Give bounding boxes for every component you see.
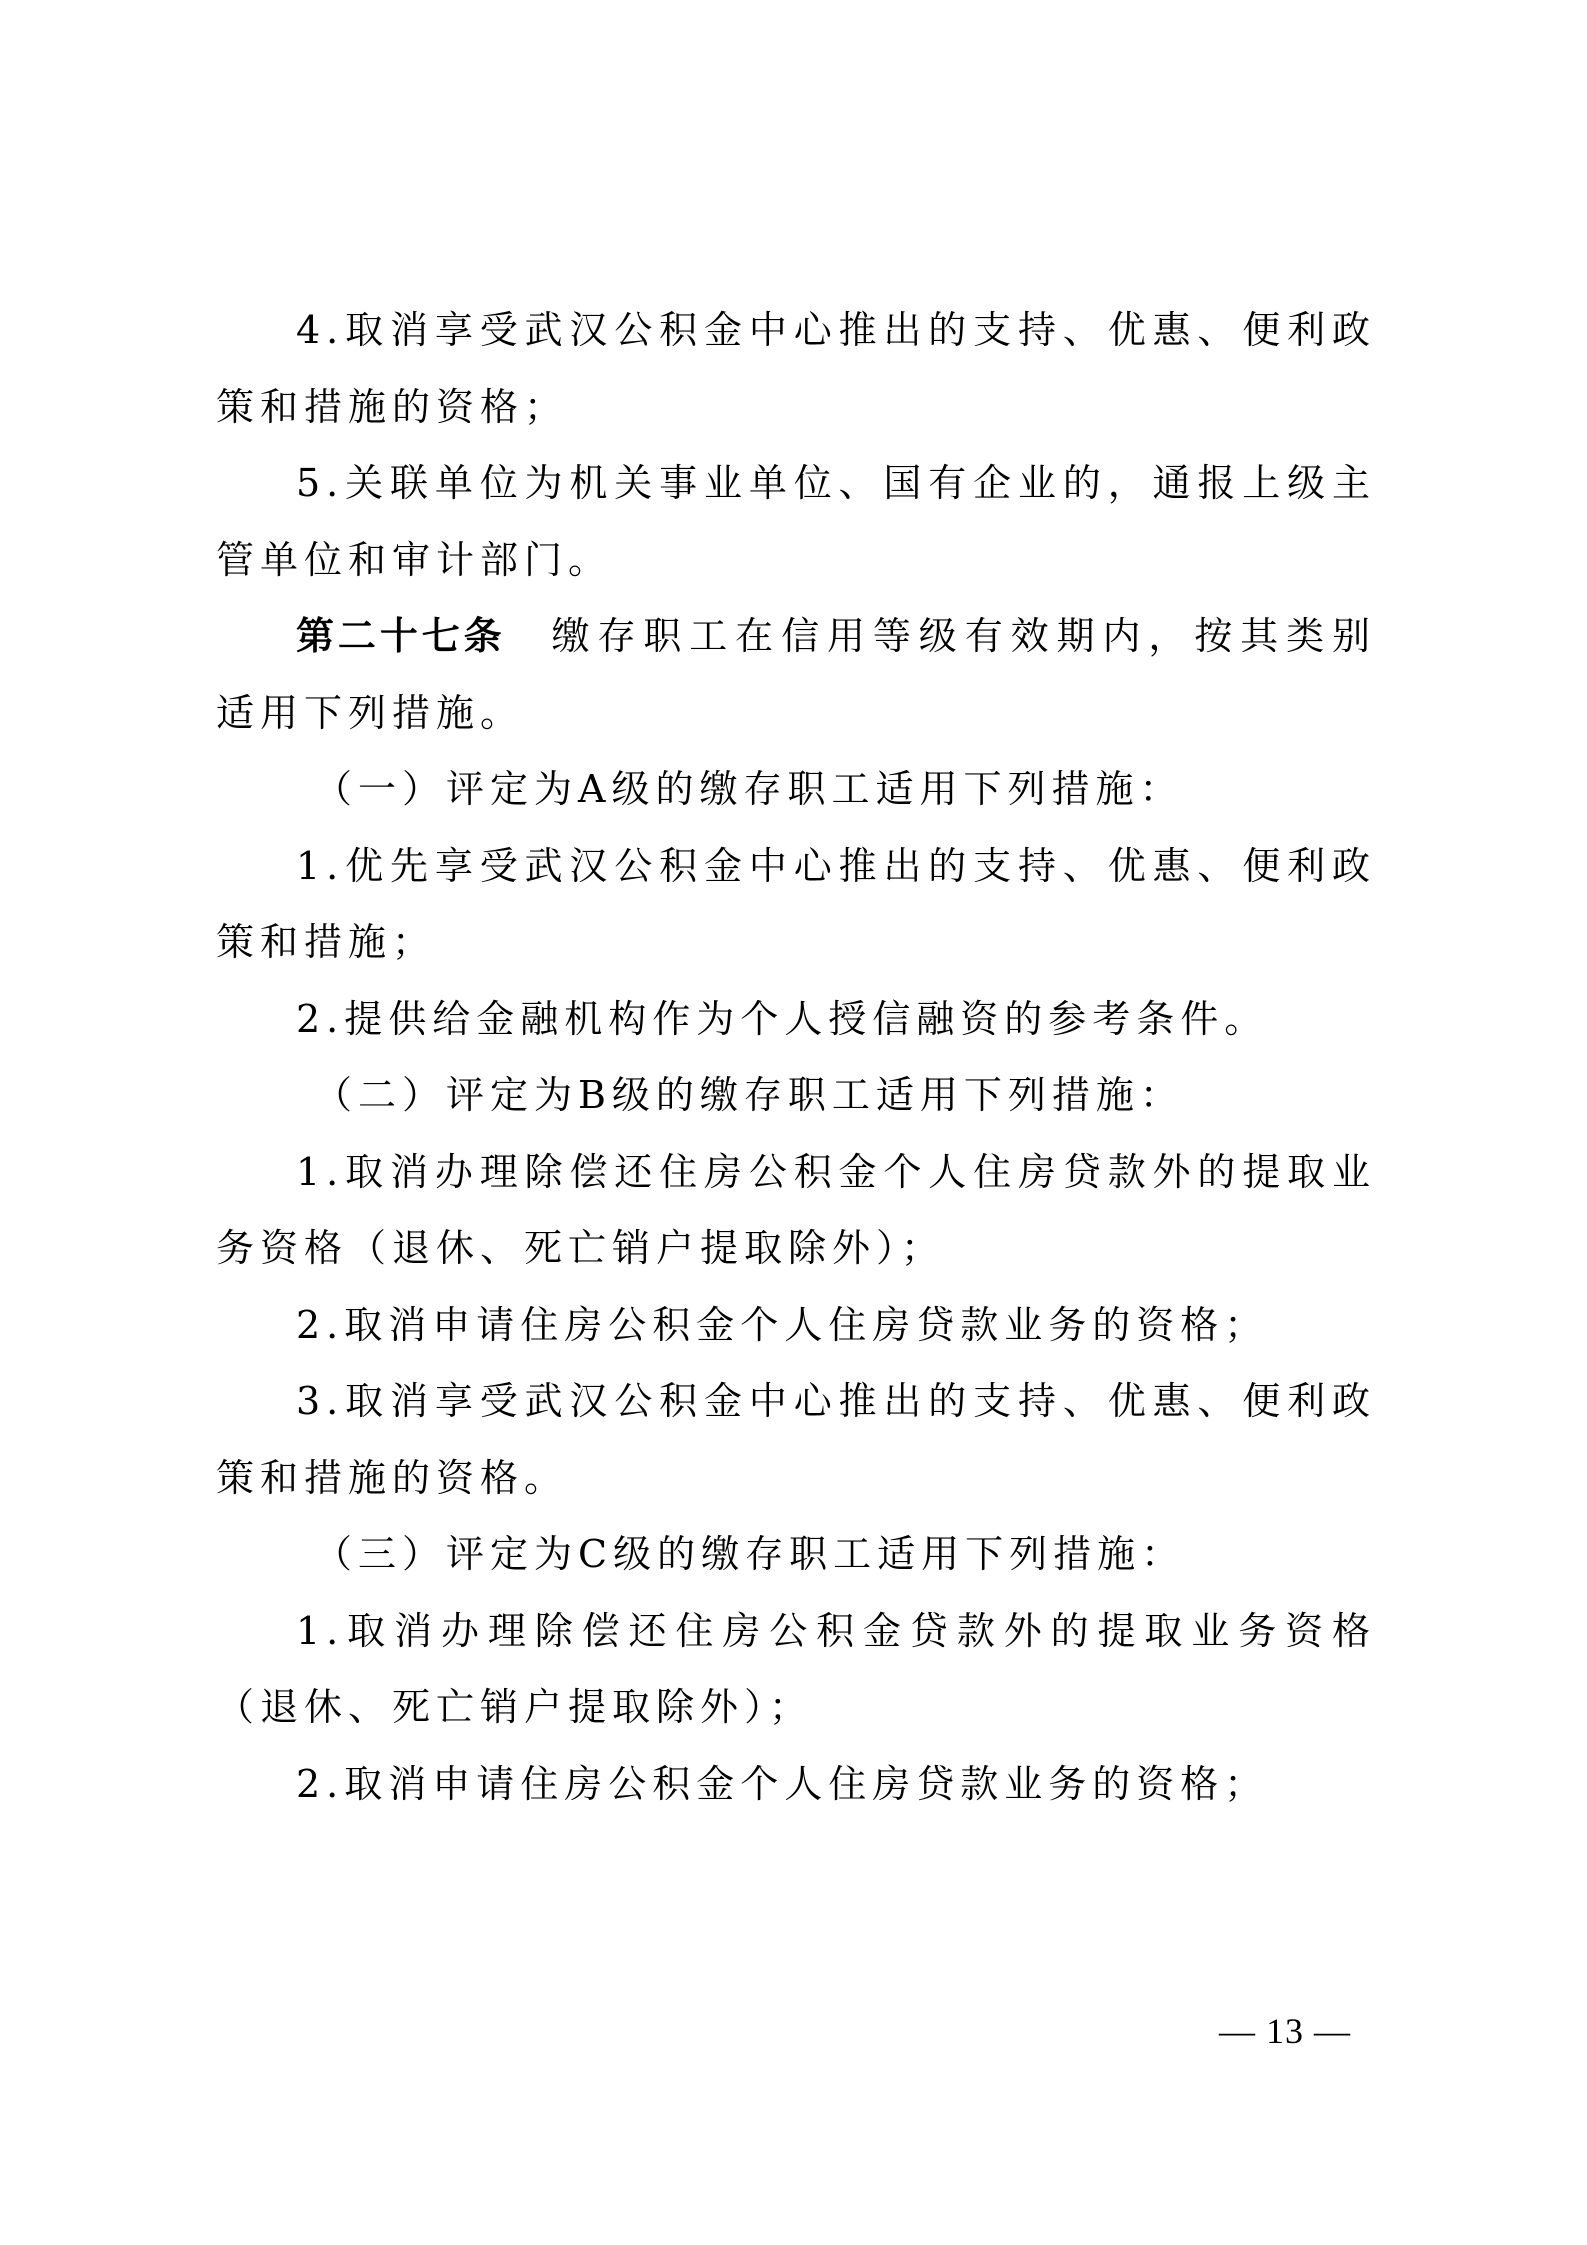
- section-heading-c: （三）评定为C级的缴存职工适用下列措施：: [314, 1532, 1186, 1576]
- section-heading-a: （一）评定为A级的缴存职工适用下列措施：: [314, 767, 1184, 811]
- section-c-item-2: 2.取消申请住房公积金个人住房贷款业务的资格；: [296, 1761, 1269, 1806]
- page-number: — 13 —: [1219, 2011, 1351, 2051]
- section-b-item-1: 1.取消办理除偿还住房公积金个人住房贷款外的提取业务资格（退休、死亡销户提取除外）；: [216, 1149, 1376, 1270]
- article-text: 缴存职工在信用等级有效期内，按其类别适用下列措施。: [216, 614, 1376, 735]
- section-c-item-1: 1.取消办理除偿还住房公积金贷款外的提取业务资格（退休、死亡销户提取除外）；: [216, 1608, 1376, 1729]
- paragraph-item-5: 5.关联单位为机关事业单位、国有企业的，通报上级主管单位和审计部门。: [216, 461, 1376, 582]
- section-b-item-2: 2.取消申请住房公积金个人住房贷款业务的资格；: [296, 1302, 1269, 1347]
- section-a-item-1: 1.优先享受武汉公积金中心推出的支持、优惠、便利政策和措施；: [216, 843, 1376, 964]
- section-a-item-2: 2.提供给金融机构作为个人授信融资的参考条件。: [296, 996, 1269, 1041]
- paragraph-item-4: 4.取消享受武汉公积金中心推出的支持、优惠、便利政策和措施的资格；: [216, 308, 1376, 429]
- document-body: [216, 292, 1376, 1822]
- article-title: 第二十七条: [296, 614, 506, 658]
- section-b-item-3: 3.取消享受武汉公积金中心推出的支持、优惠、便利政策和措施的资格。: [216, 1379, 1376, 1500]
- section-heading-b: （二）评定为B级的缴存职工适用下列措施：: [314, 1073, 1184, 1117]
- article-27: [216, 598, 1376, 751]
